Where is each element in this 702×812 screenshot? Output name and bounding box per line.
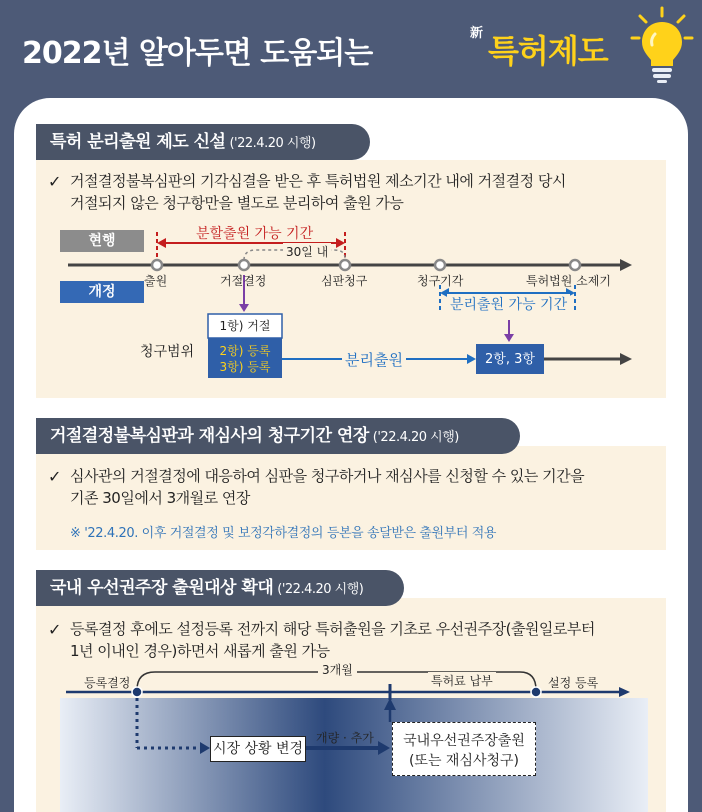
- claim-registered-2: 2항) 등록: [219, 344, 271, 358]
- section3-title: 국내 우선권주장 출원대상 확대: [50, 578, 274, 598]
- new-mark: 新: [470, 26, 484, 41]
- timeline-label-fee-payment: 특허료 납부: [428, 672, 496, 689]
- section3-text-line2: 1년 이내인 경우)하면서 새롭게 출원 가능: [70, 642, 330, 660]
- check-icon: ✓: [48, 172, 62, 191]
- separate-application-arrow-label: 분리출원: [342, 349, 406, 370]
- revised-tag: 개정: [60, 281, 144, 303]
- claim-scope-label: 청구범위: [140, 344, 195, 360]
- separate-application-range: 분리출원 가능 기간: [447, 294, 570, 314]
- priority-claim-line1: 국내우선권주장출원: [403, 733, 525, 749]
- section2-date: ('22.4.20 시행): [372, 430, 459, 445]
- section1-text-line1: 거절결정불복심판의 기각심결을 받은 후 특허법원 제소기간 내에 거절결정 당시: [70, 172, 566, 190]
- timeline-label-dismissal: 청구기각: [417, 274, 464, 288]
- timeline-label-application: 출원: [144, 274, 168, 288]
- claim-registered-3: 3항) 등록: [219, 360, 271, 374]
- section1-date: ('22.4.20 시행): [229, 136, 316, 151]
- check-icon: ✓: [48, 467, 62, 486]
- timeline-label-registration-decision: 등록결정: [84, 676, 131, 690]
- section3-text-line1: 등록결정 후에도 설정등록 전까지 해당 특허출원을 기초로 우선권주장(출원일로부터: [70, 620, 595, 638]
- check-icon: ✓: [48, 620, 62, 639]
- title-highlight: 특허제도: [488, 32, 608, 70]
- timeline-label-registration: 설정 등록: [548, 676, 599, 690]
- section3-date: ('22.4.20 시행): [277, 582, 364, 597]
- section2-note: ※ '22.4.20. 이후 거절결정 및 보정각하결정의 등본을 송달받은 출원부터 적용: [70, 526, 497, 541]
- section1-text-line2: 거절되지 않은 청구항만을 별도로 분리하여 출원 가능: [70, 194, 404, 212]
- timeline-label-rejection: 거절결정: [220, 274, 267, 288]
- priority-claim-line2: (또는 재심사청구): [408, 753, 520, 769]
- timeline-label-trial-request: 심판청구: [321, 274, 368, 288]
- section1-title: 특허 분리출원 제도 신설: [50, 132, 226, 152]
- section2-text-line1: 심사관의 거절결정에 대응하여 심판을 청구하거나 재심사를 신청할 수 있는 기간을: [70, 467, 585, 485]
- three-months-label: 3개월: [318, 661, 357, 678]
- thirty-days-label: 30일 내: [283, 243, 331, 260]
- claim-rejected: 1항) 거절: [219, 319, 271, 333]
- section2-title: 거절결정불복심판과 재심사의 청구기간 연장: [50, 426, 369, 446]
- section2-text-line2: 기존 30일에서 3개월로 연장: [70, 489, 250, 507]
- result-claims-box: 2항, 3항: [485, 352, 535, 367]
- improve-add-label: 개량 · 추가: [316, 731, 374, 745]
- division-application-range: 분할출원 가능 기간: [196, 226, 314, 242]
- timeline-label-court-filing: 특허법원 소제기: [526, 274, 611, 288]
- priority-claim-box: [392, 722, 536, 776]
- page-title: 2022년 알아두면 도움되는: [22, 36, 373, 71]
- market-change-box: 시장 상황 변경: [210, 736, 306, 762]
- current-tag: 현행: [60, 230, 144, 252]
